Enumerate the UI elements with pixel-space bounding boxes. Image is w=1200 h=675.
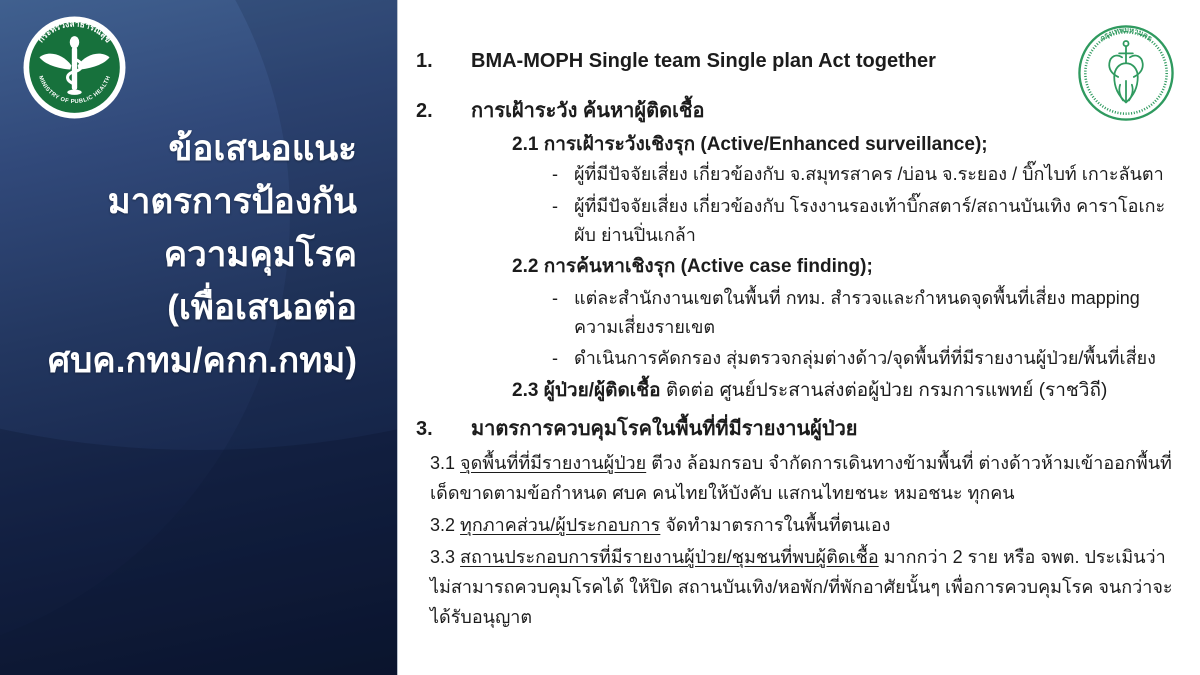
bullet-item — [552, 344, 1192, 373]
item-number: 1. — [416, 50, 433, 72]
paragraph-3-3 — [430, 542, 1192, 632]
title-line: มาตรการป้องกัน — [107, 182, 357, 221]
bullet-item — [552, 284, 1192, 342]
underlined-lead: จุดพื้นที่ที่มีรายงานผู้ป่วย — [460, 453, 647, 473]
bullet-text: แต่ละสำนักงานเขตในพื้นที่ กทม. สำรวจและกำหนดจุดพื้นที่เสี่ยง mapping ความเสี่ยงรายเขต — [574, 288, 1140, 337]
item-text: มาตรการควบคุมโรคในพื้นที่ที่มีรายงานผู้ป่วย — [471, 418, 858, 440]
paragraph-number: 3.3 — [430, 547, 456, 567]
title-panel — [0, 0, 398, 675]
list-item-3 — [416, 414, 1192, 444]
subitem-number: 2.2 — [512, 256, 539, 277]
list-item-1 — [416, 46, 1192, 76]
subitem-2-1 — [512, 130, 1192, 160]
subitem-2-3 — [512, 376, 1192, 406]
moph-ministry-seal-icon — [23, 16, 126, 119]
subitem-text: ติดต่อ ศูนย์ประสานส่งต่อผู้ป่วย กรมการแพทย์ (ราชวิถี) — [665, 380, 1108, 401]
subitem-title: การค้นหาเชิงรุก (Active case finding); — [543, 256, 873, 277]
dash-bullet-icon: - — [552, 164, 558, 184]
underlined-lead: สถานประกอบการที่มีรายงานผู้ป่วย/ชุมชนที่พบผู้ติดเชื้อ — [460, 547, 879, 567]
paragraph-3-1 — [430, 448, 1192, 508]
item-number: 3. — [416, 418, 433, 440]
bma-seal-thai-text: กรุงเทพมหานคร — [1098, 25, 1154, 43]
title-line: ความคุมโรค — [163, 235, 357, 274]
item-text: การเฝ้าระวัง ค้นหาผู้ติดเชื้อ — [471, 100, 705, 122]
subitem-2-2 — [512, 252, 1192, 282]
subitem-number: 2.3 — [512, 380, 539, 401]
subitem-number: 2.1 — [512, 134, 539, 155]
slide-title — [27, 122, 357, 387]
seal-english-text: MINISTRY OF PUBLIC HEALTH — [36, 75, 113, 106]
bullet-item — [552, 192, 1192, 250]
title-line: ข้อเสนอแนะ — [168, 129, 357, 168]
underlined-lead: ทุกภาคส่วน/ผู้ประกอบการ — [460, 515, 661, 535]
title-line: (เพื่อเสนอต่อ — [167, 288, 357, 327]
paragraph-3-2 — [430, 510, 1192, 540]
paragraph-text: ตีวง ล้อมกรอบ จำกัดการเดินทางข้ามพื้นที่ ต่างด้าวห้ามเข้าออกพื้นที่เด็ดขาดตามข้อกำหนด ศบค คนไทยให้บังคับ แสกนไทยชนะ หมอชนะ ทุกคน — [430, 453, 1172, 503]
subitem-lead: ผู้ป่วย/ผู้ติดเชื้อ — [543, 380, 661, 401]
seal-thai-text: กระทรวงสาธารณสุข — [35, 18, 114, 45]
subitem-title: การเฝ้าระวังเชิงรุก (Active/Enhanced surveillance); — [543, 134, 988, 155]
paragraph-text: จัดทำมาตรการในพื้นที่ตนเอง — [665, 515, 891, 535]
paragraph-number: 3.1 — [430, 453, 456, 473]
dash-bullet-icon: - — [552, 288, 558, 308]
bullet-item — [552, 160, 1192, 189]
dash-bullet-icon: - — [552, 348, 558, 368]
bullet-text: ดำเนินการคัดกรอง สุ่มตรวจกลุ่มต่างด้าว/จุดพื้นที่ที่มีรายงานผู้ป่วย/พื้นที่เสี่ยง — [574, 348, 1156, 368]
bullet-text: ผู้ที่มีปัจจัยเสี่ยง เกี่ยวข้องกับ จ.สมุทรสาคร /บ่อน จ.ระยอง / บิ๊กไบท์ เกาะลันตา — [574, 164, 1164, 184]
title-line: ศบค.กทม/คกก.กทม) — [47, 341, 357, 380]
paragraph-number: 3.2 — [430, 515, 456, 535]
list-item-2 — [416, 96, 1192, 126]
bma-bangkok-seal-icon — [1077, 24, 1175, 122]
item-number: 2. — [416, 100, 433, 122]
bullet-text: ผู้ที่มีปัจจัยเสี่ยง เกี่ยวข้องกับ โรงงานรองเท้าบิ๊กสตาร์/สถานบันเทิง คาราโอเกะ ผับ ย่านปิ่นเกล้า — [574, 196, 1166, 245]
item-text: BMA-MOPH Single team Single plan Act together — [471, 50, 936, 72]
paragraph-text: มากกว่า 2 ราย หรือ จพต. ประเมินว่าไม่สามารถควบคุมโรคได้ ให้ปิด สถานบันเทิง/หอพัก/ที่พักอาศัยนั้นๆ เพื่อการควบคุมโรค จนกว่าจะได้รับอนุญาต — [430, 547, 1173, 627]
dash-bullet-icon: - — [552, 196, 558, 216]
